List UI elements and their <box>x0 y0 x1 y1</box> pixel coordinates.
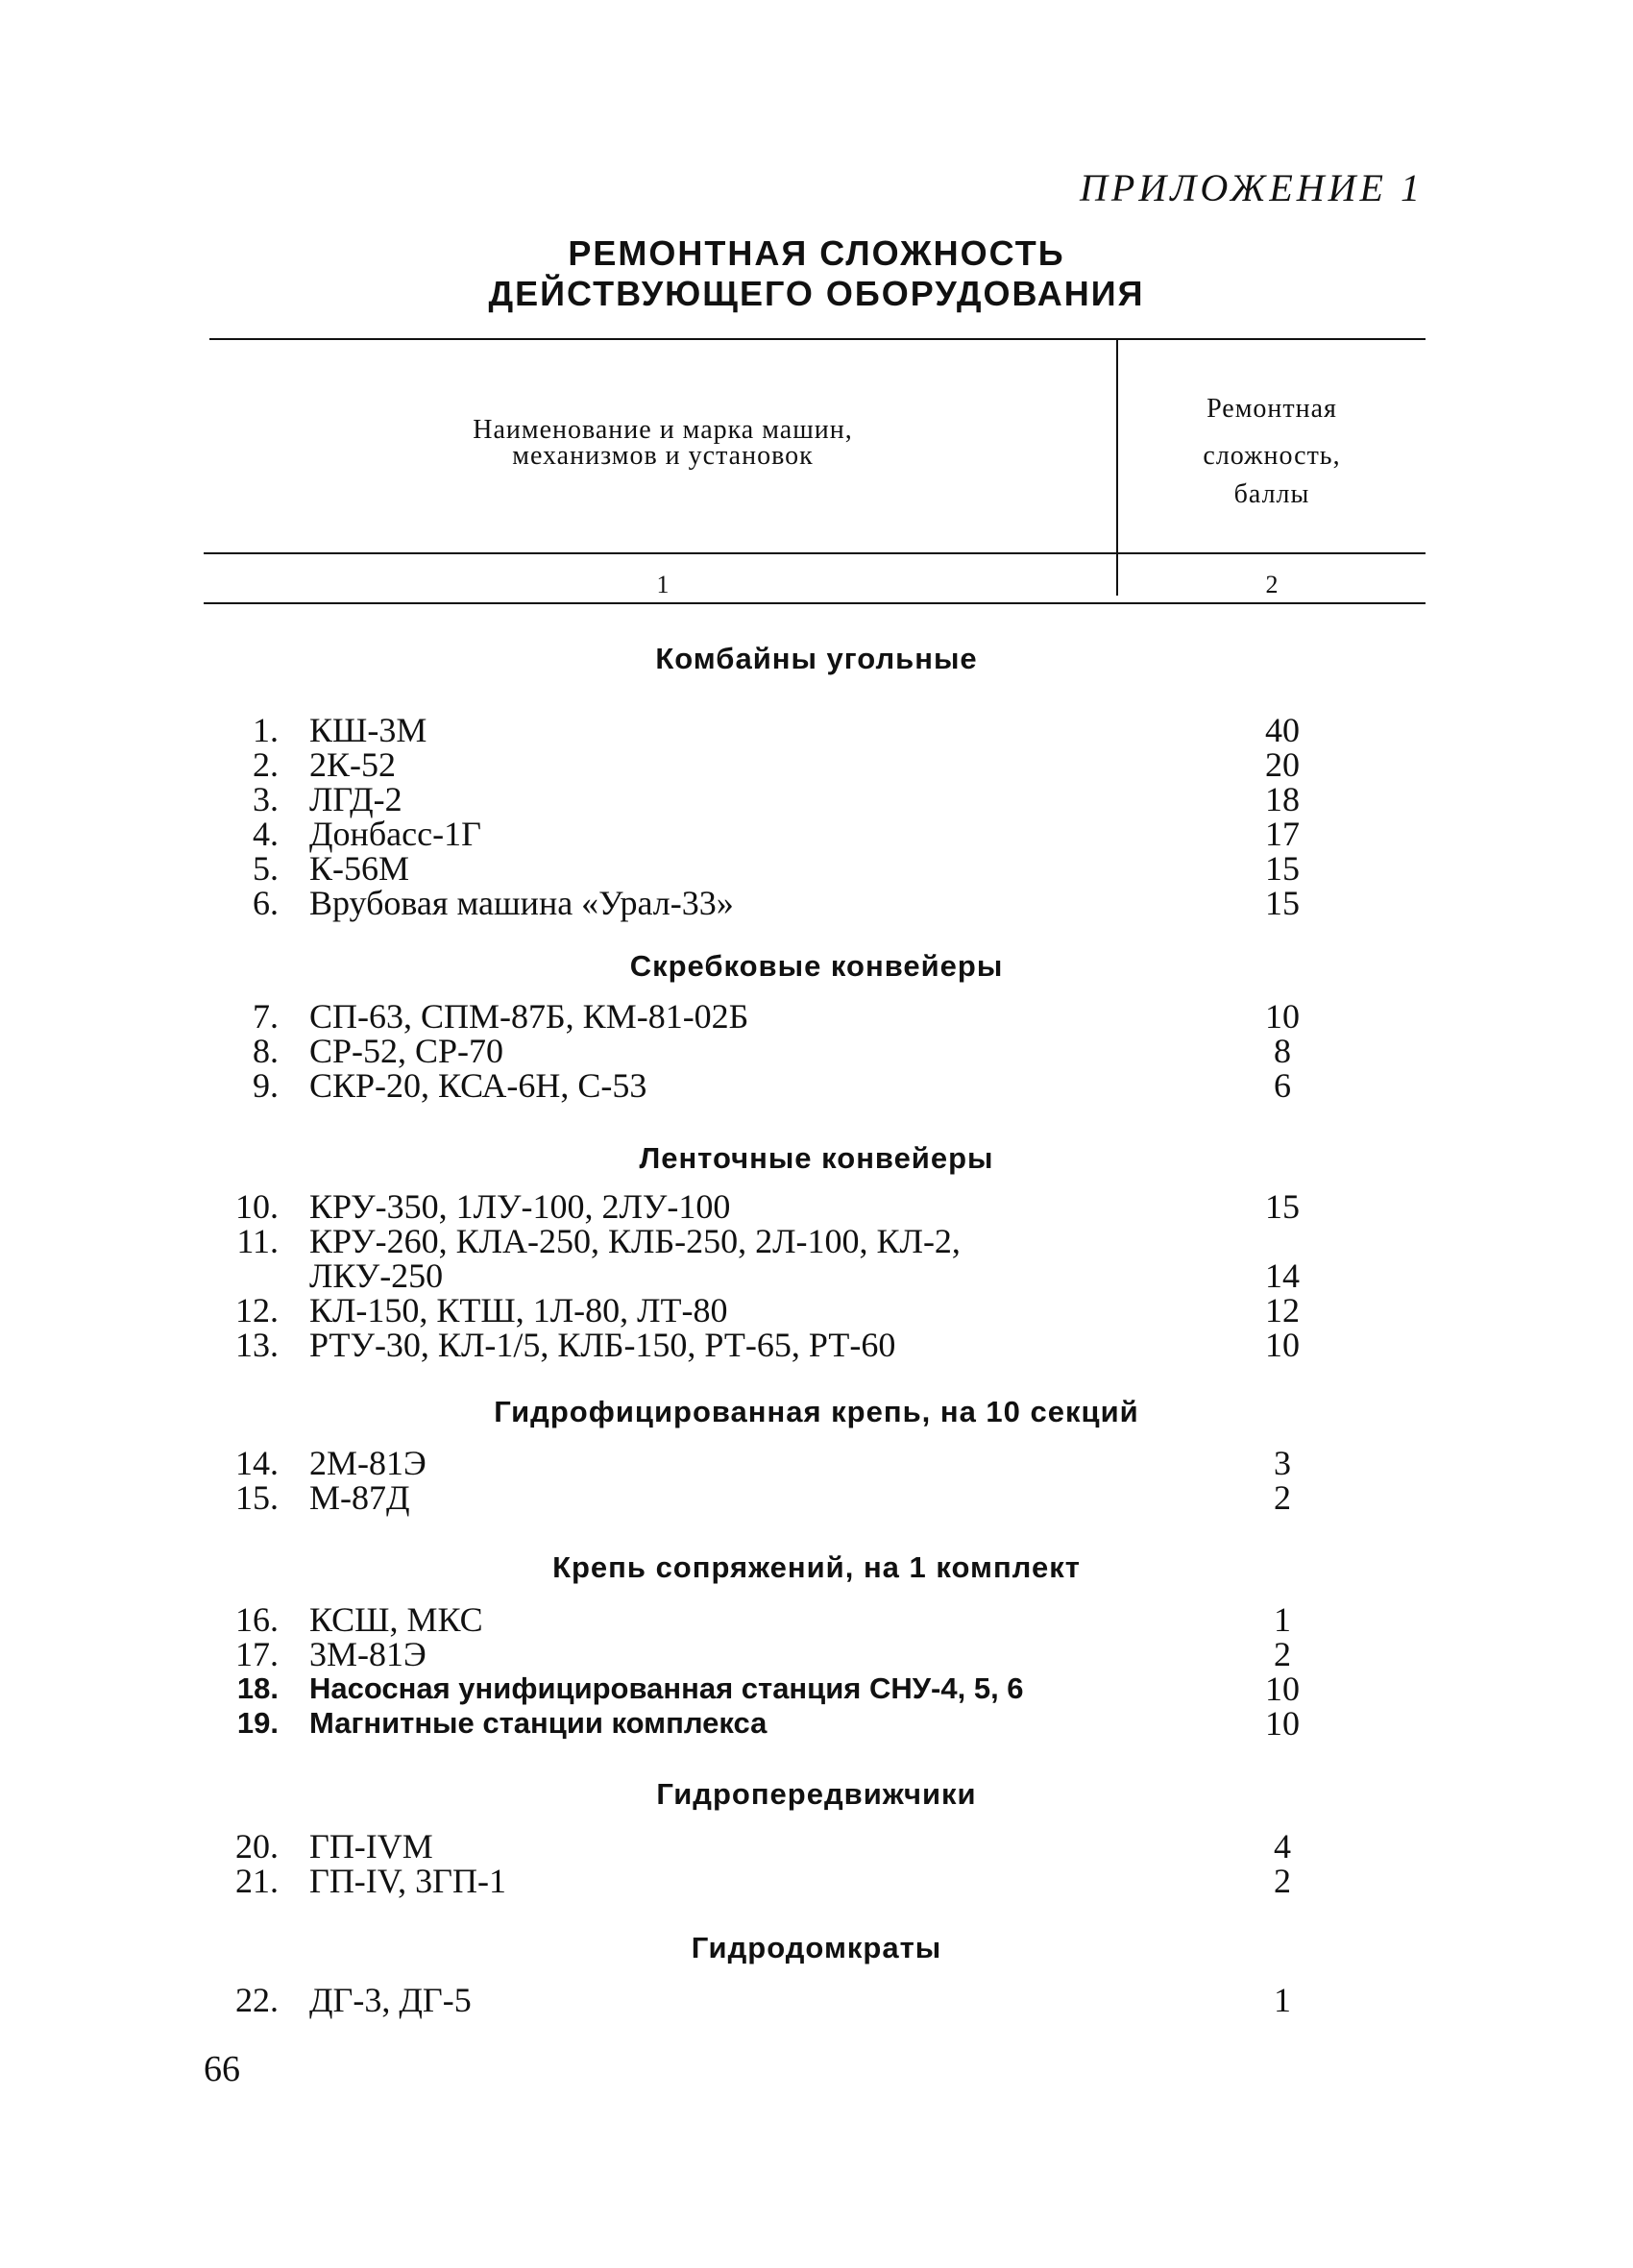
row-value: 12 <box>1265 1291 1300 1329</box>
row-number: 8. <box>253 1032 279 1070</box>
row-name: КСШ, МКС <box>309 1600 483 1639</box>
section-heading: Комбайны угольные <box>655 642 978 675</box>
row-value: 40 <box>1265 711 1300 749</box>
column-2-header-line-1: Ремонтная <box>1206 394 1337 424</box>
row-value: 4 <box>1274 1827 1291 1866</box>
row-number: 20. <box>235 1827 279 1866</box>
row-value: 14 <box>1265 1256 1300 1295</box>
row-number: 4. <box>253 815 279 853</box>
row-name: 2К-52 <box>309 745 396 784</box>
row-name: КЛ-150, КТШ, 1Л-80, ЛТ-80 <box>309 1291 728 1329</box>
row-name: Донбасс-1Г <box>309 815 481 853</box>
row-number: 17. <box>235 1635 279 1673</box>
row-name: ДГ-3, ДГ-5 <box>309 1981 472 2019</box>
row-number: 14. <box>235 1444 279 1482</box>
column-2-header-line-2: сложность, <box>1203 441 1341 471</box>
row-name: М-87Д <box>309 1478 410 1517</box>
column-2-header-line-3: баллы <box>1233 479 1310 509</box>
row-value: 18 <box>1265 780 1300 818</box>
row-number: 18. <box>236 1671 279 1705</box>
row-number: 10. <box>235 1187 279 1226</box>
row-number: 1. <box>253 711 279 749</box>
row-value: 10 <box>1265 1704 1300 1743</box>
row-value: 15 <box>1265 884 1300 922</box>
section-heading: Крепь сопряжений, на 1 комплект <box>552 1550 1081 1584</box>
row-value: 15 <box>1265 849 1300 888</box>
section-heading: Гидродомкраты <box>691 1931 942 1964</box>
row-name: СР-52, СР-70 <box>309 1032 504 1070</box>
row-value: 1 <box>1274 1600 1291 1639</box>
row-name: Магнитные станции комплекса <box>309 1706 768 1740</box>
row-number: 16. <box>235 1600 279 1639</box>
title-line-1: РЕМОНТНАЯ СЛОЖНОСТЬ <box>568 233 1065 273</box>
title-line-2: ДЕЙСТВУЮЩЕГО ОБОРУДОВАНИЯ <box>488 274 1145 313</box>
row-number: 22. <box>235 1981 279 2019</box>
row-name: РТУ-30, КЛ-1/5, КЛБ-150, РТ-65, РТ-60 <box>309 1326 896 1364</box>
column-1-header-line-1: Наименование и марка машин, <box>473 415 853 445</box>
row-name: К-56М <box>309 849 410 888</box>
row-value: 10 <box>1265 1326 1300 1364</box>
row-value: 8 <box>1274 1032 1291 1070</box>
row-value: 20 <box>1265 745 1300 784</box>
column-2-number: 2 <box>1265 571 1279 598</box>
row-value: 3 <box>1274 1444 1291 1482</box>
row-number: 15. <box>235 1478 279 1517</box>
row-value: 15 <box>1265 1187 1300 1226</box>
row-number: 12. <box>235 1291 279 1329</box>
row-number: 11. <box>236 1222 279 1260</box>
row-number: 3. <box>253 780 279 818</box>
row-number: 19. <box>236 1706 279 1740</box>
row-value: 2 <box>1274 1862 1291 1900</box>
page-number: 66 <box>204 2049 240 2089</box>
column-1-number: 1 <box>656 571 670 598</box>
row-number: 21. <box>235 1862 279 1900</box>
row-name: КРУ-350, 1ЛУ-100, 2ЛУ-100 <box>309 1187 731 1226</box>
row-value: 1 <box>1274 1981 1291 2019</box>
row-name: Врубовая машина «Урал-33» <box>309 884 734 922</box>
row-number: 6. <box>253 884 279 922</box>
column-1-header-line-2: механизмов и установок <box>512 441 814 471</box>
column-numbers-rule <box>204 602 1426 604</box>
row-name: 2М-81Э <box>309 1444 427 1482</box>
row-name: КРУ-260, КЛА-250, КЛБ-250, 2Л-100, КЛ-2, <box>309 1222 961 1260</box>
section-heading: Гидропередвижчики <box>656 1777 977 1811</box>
row-value: 2 <box>1274 1478 1291 1517</box>
row-name: Насосная унифицированная станция СНУ-4, 5, 6 <box>309 1671 1024 1705</box>
row-name: ЛГД-2 <box>309 780 402 818</box>
row-number: 9. <box>253 1066 279 1105</box>
appendix-label: ПРИЛОЖЕНИЕ 1 <box>1080 166 1424 209</box>
row-name: СП-63, СПМ-87Б, КМ-81-02Б <box>309 997 749 1036</box>
header-top-rule <box>209 338 1426 340</box>
row-value: 6 <box>1274 1066 1291 1105</box>
row-value: 17 <box>1265 815 1300 853</box>
row-number: 7. <box>253 997 279 1036</box>
row-name: ГП-IVМ <box>309 1827 433 1866</box>
row-name: 3М-81Э <box>309 1635 427 1673</box>
header-bottom-rule <box>204 552 1426 554</box>
section-heading: Гидрофицированная крепь, на 10 секций <box>494 1395 1139 1428</box>
row-number: 2. <box>253 745 279 784</box>
row-number: 5. <box>253 849 279 888</box>
row-name: ГП-IV, 3ГП-1 <box>309 1862 506 1900</box>
row-value: 2 <box>1274 1635 1291 1673</box>
row-name: КШ-3М <box>309 711 427 749</box>
section-heading: Скребковые конвейеры <box>629 949 1004 983</box>
row-name: СКР-20, КСА-6Н, С-53 <box>309 1066 647 1105</box>
row-number: 13. <box>235 1326 279 1364</box>
row-value: 10 <box>1265 997 1300 1036</box>
row-name-continuation: ЛКУ-250 <box>309 1256 444 1295</box>
row-value: 10 <box>1265 1670 1300 1708</box>
section-heading: Ленточные конвейеры <box>639 1141 994 1175</box>
